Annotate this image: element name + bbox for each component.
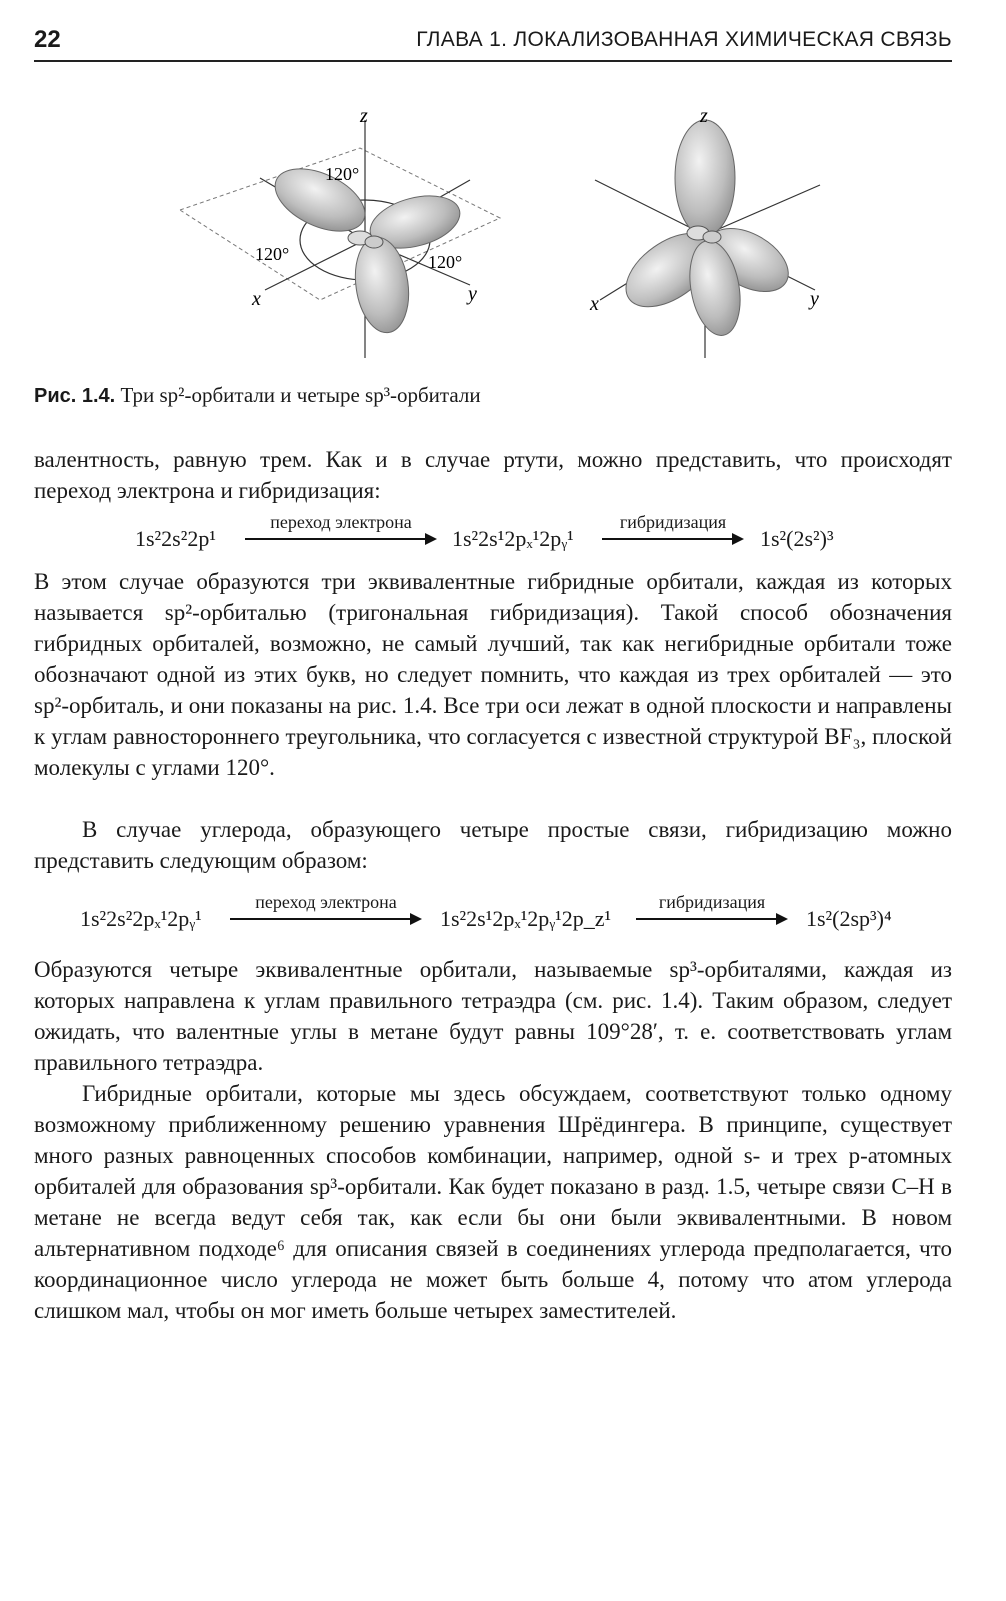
running-title: ГЛАВА 1. ЛОКАЛИЗОВАННАЯ ХИМИЧЕСКАЯ СВЯЗЬ — [416, 28, 952, 51]
paragraph-3 — [34, 814, 952, 876]
eq1-arrow-1-label: переход электрона — [270, 512, 412, 532]
sp3-axis-x-label: x — [590, 293, 599, 315]
figure-caption-text: Три sp²-орбитали и четыре sp³-орбитали — [120, 383, 481, 407]
sp3-lobe-top — [675, 120, 735, 236]
eq2-arrow-2-label: гибридизация — [658, 892, 766, 912]
paragraph-4 — [34, 954, 952, 1078]
sp2-angle-top: 120° — [325, 164, 360, 184]
sp2-axis-x-label: x — [252, 288, 261, 310]
sp2-lobe-bottom — [350, 234, 415, 336]
eq2-middle: 1s²2s¹2pₓ¹2pᵧ¹2p_z¹ — [440, 906, 612, 931]
paragraph-5 — [34, 1078, 952, 1326]
figure-caption-label: Рис. 1.4. — [34, 385, 116, 407]
sp2-angle-left: 120° — [255, 244, 290, 264]
paragraph-3-text: В случае углерода, образующего четыре простые связи, гибридизацию можно представить следующим образом: — [34, 817, 952, 873]
sp3-axis-y-label: y — [810, 288, 819, 310]
figure-caption — [34, 383, 481, 408]
eq1-middle: 1s²2s¹2pₓ¹2pᵧ¹ — [452, 526, 574, 551]
sp2-angle-right: 120° — [428, 252, 463, 272]
eq1-arrow-2-label: гибридизация — [619, 512, 727, 532]
paragraph-2-text: В этом случае образуются три эквивалентные гибридные орбитали, каждая из которых называется sp²-орбиталью (тригональная гибридизация). Такой способ обозначения гибридных орбиталей, возможно, не самый лучший, так как негибридные орбитали тоже обозначают одной из этих букв, но следует помнить, что каждая из трех орбиталей — это sp²-орбиталь, и они показаны на рис. 1.4. Все три оси лежат в одной плоскости и направлены к углам равностороннего треугольника, что согласуется с известной структурой BF₃, плоской молекулы с углами 120°. — [34, 569, 952, 780]
paragraph-1-text: валентность, равную трем. Как и в случае ртути, можно представить, что происходят переход электрона и гибридизация: — [34, 447, 952, 503]
eq2-arrow-1-label: переход электрона — [255, 892, 397, 912]
sp3-diagram — [589, 105, 820, 358]
figure-orbitals — [150, 100, 850, 370]
eq2-right: 1s²(2sp³)⁴ — [806, 906, 892, 931]
eq1-right: 1s²(2s²)³ — [760, 526, 834, 551]
sp2-axis-z-label: z — [360, 105, 368, 127]
paragraph-1 — [34, 444, 952, 506]
header-rule — [34, 60, 952, 62]
sp2-diagram — [180, 105, 500, 358]
paragraph-5-text: Гибридные орбитали, которые мы здесь обсуждаем, соответствуют только одному возможному приближенному решению уравнения Шрёдингера. В принципе, существует много разных равноценных способов комбинации, например, одной s- и трех p-атомных орбиталей для образования sp³-орбитали. Как будет показано в разд. 1.5, четыре связи C–H в метане не всегда ведут себя так, как если бы они были эквивалентными. В новом альтернативном подходе⁶ для описания связей в соединениях углерода предполагается, что координационное число углерода не может быть больше 4, потому что атом углерода слишком мал, чтобы он мог иметь больше четырех заместителей. — [34, 1081, 952, 1323]
sp2-axis-y-label: y — [468, 283, 477, 305]
sp3-axis-z-label: z — [700, 105, 708, 127]
eq1-left: 1s²2s²2p¹ — [135, 526, 216, 551]
paragraph-2 — [34, 566, 952, 783]
paragraph-4-text: Образуются четыре эквивалентные орбитали, называемые sp³-орбиталями, каждая из которых направлена к углам правильного тетраэдра (см. рис. 1.4). Таким образом, следует ожидать, что валентные углы в метане будут равны 109°28′, т. е. соответствовать углам правильного тетраэдра. — [34, 957, 952, 1075]
eq2-left: 1s²2s²2pₓ¹2pᵧ¹ — [80, 906, 202, 931]
page-number: 22 — [34, 26, 61, 53]
